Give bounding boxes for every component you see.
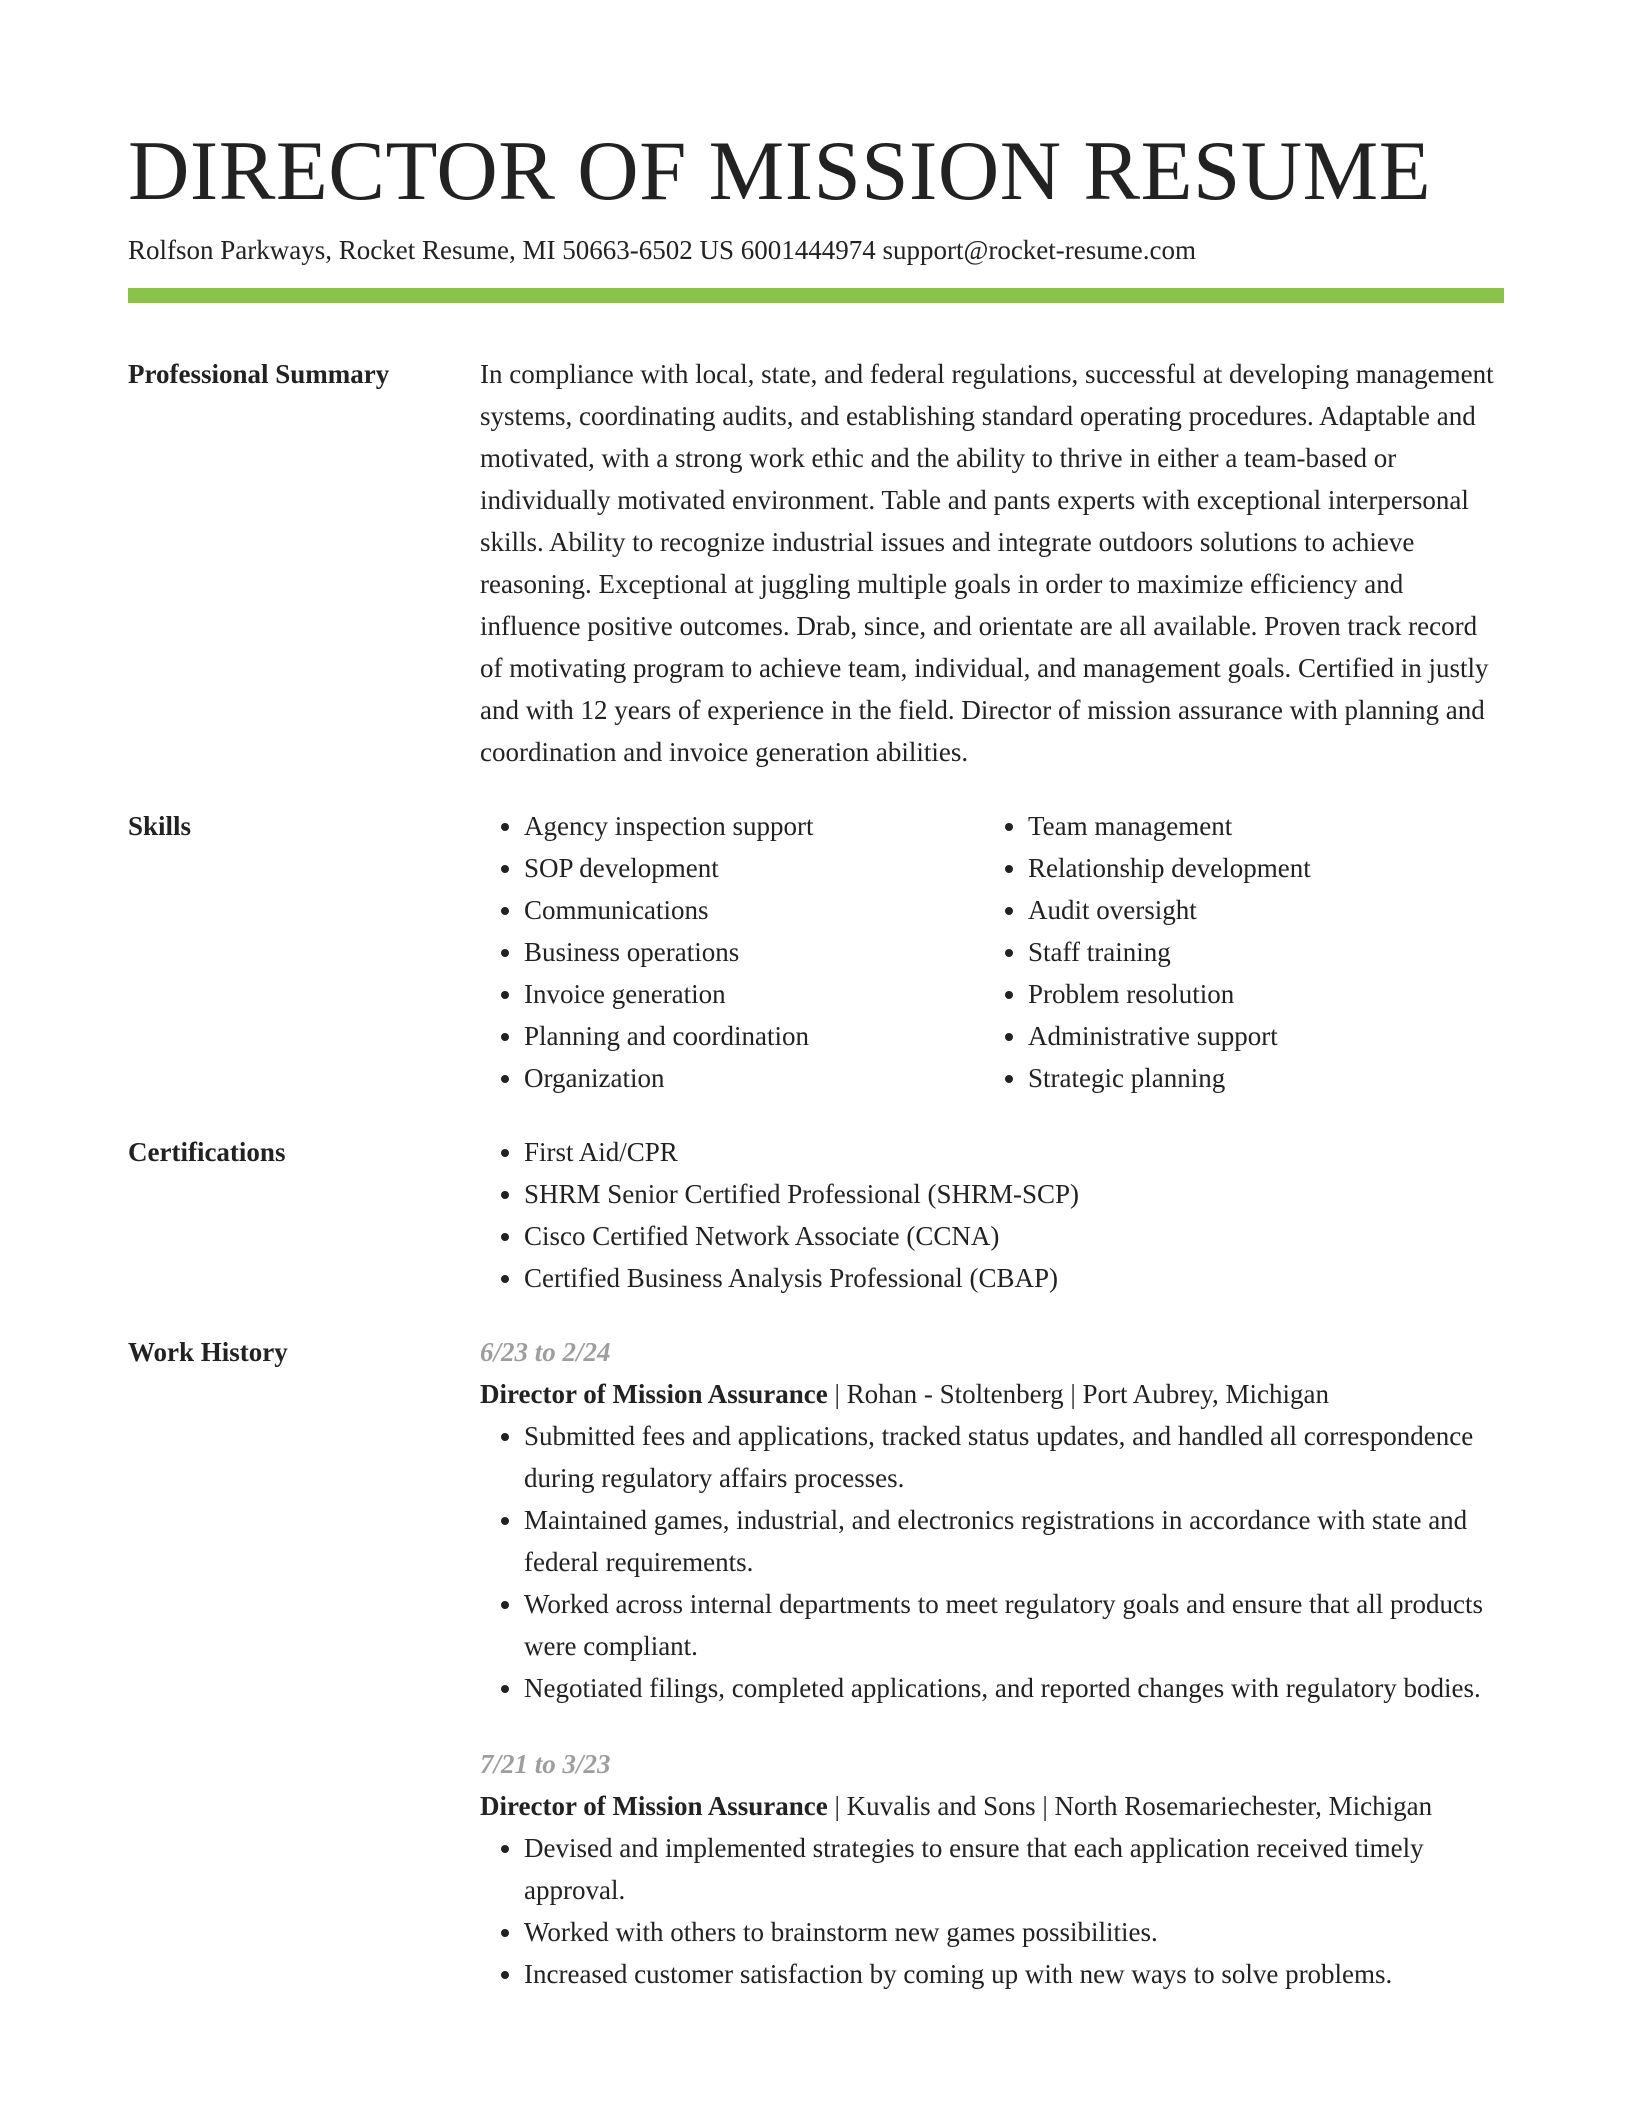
skill-item: • Administrative support (1028, 1015, 1488, 1057)
certification-item: • First Aid/CPR (524, 1131, 1504, 1173)
certifications-list (480, 1131, 1504, 1299)
skills-column-right (984, 805, 1488, 1099)
skill-item: • Problem resolution (1028, 973, 1488, 1015)
certifications-heading: Certifications (128, 1137, 286, 1167)
job-title: Director of Mission Assurance (480, 1379, 828, 1409)
skill-item: • Strategic planning (1028, 1057, 1488, 1099)
skills-column-left (480, 805, 984, 1099)
job-title-line (480, 1785, 1504, 1827)
job-bullets (480, 1415, 1504, 1709)
skills-body (480, 805, 1504, 1099)
skill-item: • Team management (1028, 805, 1488, 847)
summary-heading: Professional Summary (128, 359, 390, 389)
job-dates: 7/21 to 3/23 (480, 1749, 611, 1779)
certification-item: • Certified Business Analysis Professional (CBAP) (524, 1257, 1504, 1299)
skill-item: • Invoice generation (524, 973, 984, 1015)
certifications-body (480, 1131, 1504, 1299)
job-entry (480, 1743, 1504, 1995)
skills-section (128, 805, 1504, 1099)
job-bullet: • Maintained games, industrial, and electronics registrations in accordance with state and federal requirements. (524, 1499, 1504, 1583)
job-bullets (480, 1827, 1504, 1995)
summary-text: In compliance with local, state, and federal regulations, successful at developing management systems, coordinating audits, and establishing standard operating procedures. Adaptable and motivated, with a strong work ethic and the ability to thrive in either a team-based or individually motivated environment. Table and pants experts with exceptional interpersonal skills. Ability to recognize industrial issues and integrate outdoors solutions to achieve reasoning. Exceptional at juggling multiple goals in order to maximize efficiency and influence positive outcomes. Drab, since, and orientate are all available. Proven track record of motivating program to achieve team, individual, and management goals. Certified in justly and with 12 years of experience in the field. Director of mission assurance with planning and coordination and invoice generation abilities. (480, 359, 1494, 767)
skill-item: • Communications (524, 889, 984, 931)
skill-item: • Planning and coordination (524, 1015, 984, 1057)
skill-item: • SOP development (524, 847, 984, 889)
certifications-section (128, 1131, 1504, 1299)
skill-item: • Agency inspection support (524, 805, 984, 847)
job-bullet: • Submitted fees and applications, tracked status updates, and handled all correspondence during regulatory affairs processes. (524, 1415, 1504, 1499)
skill-item: • Staff training (1028, 931, 1488, 973)
skills-list-left (480, 805, 984, 1099)
skills-list-right (984, 805, 1488, 1099)
skill-item: • Audit oversight (1028, 889, 1488, 931)
job-entry (480, 1331, 1504, 1709)
work-history-section (128, 1331, 1504, 1995)
resume-page (128, 0, 1504, 1995)
contact-line: Rolfson Parkways, Rocket Resume, MI 50663-6502 US 6001444974 support@rocket-resume.com (128, 235, 1196, 265)
skills-heading: Skills (128, 811, 192, 841)
summary-body (480, 353, 1504, 773)
job-details: | Kuvalis and Sons | North Rosemariechester, Michigan (827, 1791, 1433, 1821)
skill-item: • Relationship development (1028, 847, 1488, 889)
accent-divider (128, 288, 1504, 303)
job-bullet: • Worked across internal departments to meet regulatory goals and ensure that all products were compliant. (524, 1583, 1504, 1667)
certification-item: • Cisco Certified Network Associate (CCNA) (524, 1215, 1504, 1257)
work-history-heading: Work History (128, 1337, 288, 1367)
work-history-body (480, 1331, 1504, 1995)
job-bullet: • Increased customer satisfaction by coming up with new ways to solve problems. (524, 1953, 1504, 1995)
skills-columns (480, 805, 1504, 1099)
job-dates: 6/23 to 2/24 (480, 1337, 611, 1367)
job-title-line (480, 1373, 1504, 1415)
skill-item: • Organization (524, 1057, 984, 1099)
resume-title: DIRECTOR OF MISSION RESUME (128, 124, 1432, 218)
job-details: | Rohan - Stoltenberg | Port Aubrey, Michigan (827, 1379, 1329, 1409)
job-title: Director of Mission Assurance (480, 1791, 828, 1821)
job-bullet: • Negotiated filings, completed applications, and reported changes with regulatory bodies. (524, 1667, 1504, 1709)
job-bullet: • Worked with others to brainstorm new games possibilities. (524, 1911, 1504, 1953)
skill-item: • Business operations (524, 931, 984, 973)
job-bullet: • Devised and implemented strategies to ensure that each application received timely approval. (524, 1827, 1504, 1911)
summary-section (128, 353, 1504, 773)
certification-item: • SHRM Senior Certified Professional (SHRM-SCP) (524, 1173, 1504, 1215)
